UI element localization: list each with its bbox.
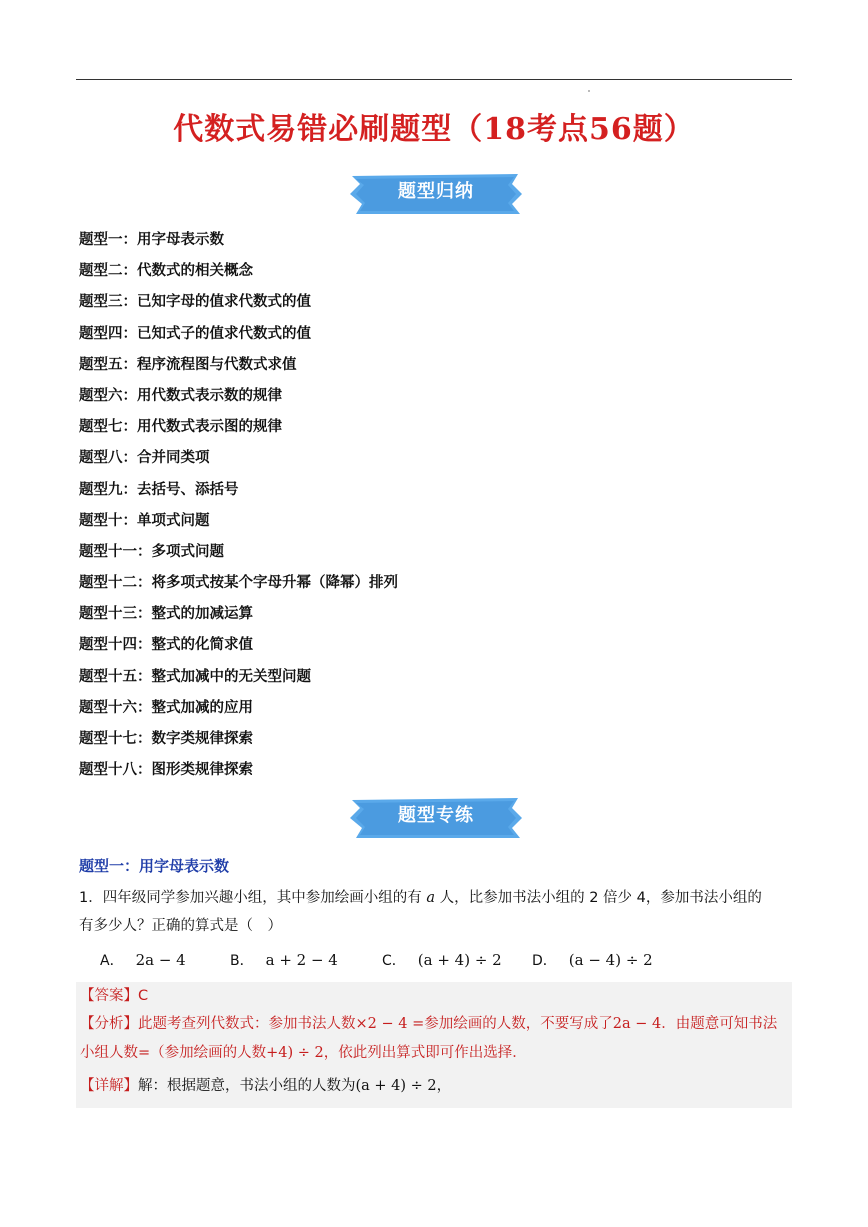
question-1: [79, 884, 793, 940]
option-expression: (a + 4) ÷ 2: [417, 951, 502, 969]
option-letter: C．: [382, 953, 406, 969]
detail-expression: (a + 4) ÷ 2: [355, 1078, 437, 1094]
analysis-text: 小组人数=（参加绘画的人数: [80, 1045, 267, 1061]
toc-item: 题型一：用字母表示数: [79, 232, 224, 248]
top-rule: [76, 79, 792, 80]
analysis-line-2: [80, 1040, 527, 1066]
toc-item: 题型七：用代数式表示图的规律: [79, 419, 282, 436]
detail-label: 【详解】: [80, 1078, 138, 1094]
toc-item: 题型十：单项式问题: [79, 512, 210, 529]
toc-item: 题型六：用代数式表示数的规律: [79, 387, 282, 404]
option-d: [532, 946, 653, 975]
option-b: [230, 946, 338, 975]
page-title: 代数式易错必刷题型（18考点56题）: [173, 112, 695, 147]
question-variable: a: [426, 890, 435, 906]
answer-value: C: [138, 988, 149, 1004]
detail-text: 解：根据题意，书法小组的人数为: [138, 1078, 356, 1094]
options-row: [100, 946, 800, 974]
section-heading: 题型一：用字母表示数: [79, 857, 230, 875]
toc-item: 题型十二：将多项式按某个字母升幂（降幂）排列: [79, 575, 398, 592]
option-letter: B．: [230, 953, 254, 969]
question-line-1: [79, 884, 793, 912]
banner-summary: [348, 170, 524, 218]
toc-item: 题型十八：图形类规律探索: [79, 762, 253, 779]
analysis-line-1: [80, 1011, 777, 1037]
option-letter: D．: [532, 953, 557, 969]
analysis-label: 【分析】: [80, 1016, 138, 1032]
banner-summary-label: 题型归纳: [398, 181, 474, 202]
answer-label: 【答案】: [80, 988, 138, 1004]
banner-practice-label: 题型专练: [398, 805, 474, 826]
toc-item: 题型十五：整式加减中的无关型问题: [79, 668, 311, 685]
toc-item: 题型九：去括号、添括号: [79, 481, 239, 498]
toc-item: 题型二：代数式的相关概念: [79, 263, 253, 280]
option-c: [382, 946, 502, 975]
option-expression: a + 2 − 4: [265, 951, 338, 969]
toc-item: 题型十三：整式的加减运算: [79, 606, 253, 623]
toc-item: 题型十六：整式加减的应用: [79, 699, 253, 716]
analysis-expression: ×2 − 4 =: [355, 1016, 425, 1032]
analysis-expression: 2a − 4: [612, 1016, 662, 1032]
toc-item: 题型三：已知字母的值求代数式的值: [79, 294, 311, 311]
toc-list: [79, 225, 799, 786]
analysis-text: 参加绘画的人数，不要写成了: [424, 1016, 613, 1032]
option-expression: (a − 4) ÷ 2: [568, 951, 653, 969]
toc-item: 题型四：已知式子的值求代数式的值: [79, 325, 311, 342]
toc-item: 题型十七：数字类规律探索: [79, 731, 253, 747]
analysis-text: ．由题意可知书法: [661, 1016, 778, 1032]
option-letter: A．: [100, 953, 124, 969]
detail-text: ，: [436, 1078, 452, 1094]
analysis-expression: +4) ÷ 2: [266, 1045, 324, 1061]
question-number: 1．: [79, 890, 103, 906]
toc-item: 题型八：合并同类项: [79, 450, 210, 467]
toc-item: 题型十四：整式的化简求值: [79, 637, 253, 654]
toc-item: 题型五：程序流程图与代数式求值: [79, 356, 297, 373]
speck: [588, 90, 590, 92]
question-text-part1: 四年级同学参加兴趣小组，其中参加绘画小组的有: [102, 890, 422, 906]
answer-box: [76, 982, 792, 1108]
answer-line: [80, 983, 148, 1009]
option-expression: 2a − 4: [135, 951, 186, 969]
toc-item: 题型十一：多项式问题: [79, 543, 224, 560]
analysis-text: ，依此列出算式即可作出选择．: [323, 1045, 527, 1061]
analysis-text: 此题考查列代数式：参加书法人数: [138, 1016, 356, 1032]
question-line-2: 有多少人？正确的算式是（ ）: [79, 918, 282, 934]
question-text-part2: 人，比参加书法小组的 2 倍少 4，参加书法小组的: [439, 890, 762, 906]
detail-line: [80, 1073, 451, 1099]
option-a: [100, 946, 186, 975]
banner-practice: [348, 794, 524, 842]
